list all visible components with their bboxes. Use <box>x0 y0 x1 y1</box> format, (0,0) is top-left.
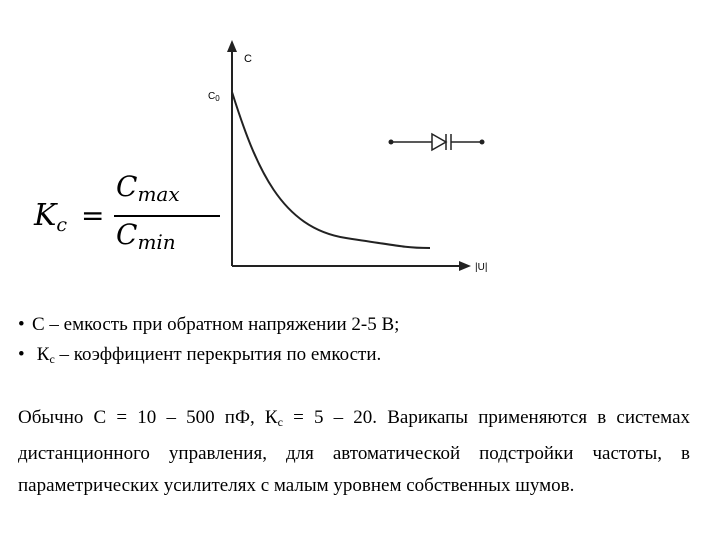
coverage-ratio-formula <box>34 168 194 264</box>
kc-letter: К <box>36 344 50 365</box>
capacitance-voltage-graph <box>196 38 506 278</box>
y-axis-label: C <box>244 53 252 65</box>
kc-definition: – коэффициент перекрытия по емкости. <box>54 344 382 365</box>
bullet-dot: • <box>18 314 25 335</box>
c0-subscript: 0 <box>215 94 220 103</box>
paragraph-part-1: Обычно С = 10 – 500 пФ, К <box>18 407 278 428</box>
list-item <box>18 310 698 340</box>
kc-subscript: c <box>49 352 55 366</box>
list-item <box>18 340 698 374</box>
capacitance-curve <box>232 92 430 248</box>
varicap-diode-icon <box>389 134 485 150</box>
bullet-text <box>32 340 381 374</box>
denominator-subscript: min <box>137 230 176 254</box>
formula-denominator <box>116 218 176 254</box>
formula-numerator <box>116 170 180 206</box>
x-axis-label: |U| <box>475 262 488 273</box>
y-axis-arrow <box>227 40 237 52</box>
c0-letter: C <box>208 91 216 102</box>
bullet-text: C – емкость при обратном напряжении 2-5 В; <box>32 314 400 335</box>
paragraph-kc-subscript: с <box>277 415 283 429</box>
x-axis-arrow <box>459 261 471 271</box>
numerator-subscript: max <box>137 182 180 206</box>
formula-k: K <box>34 198 57 233</box>
c0-label <box>208 91 220 103</box>
description-paragraph <box>18 402 690 502</box>
definitions-list <box>18 310 698 374</box>
bullet-dot: • <box>18 344 25 365</box>
formula-equals: = <box>81 199 105 232</box>
numerator-c: C <box>116 170 138 203</box>
paragraph-part-2: = 5 – 20. Варикапы применяются в системах дистанционного управления, для автоматической подстройки частоты, в параметрических усилителях с малым уровнем собственных шумов. <box>18 407 690 496</box>
formula-k-subscript: c <box>56 214 68 236</box>
formula-lhs <box>34 198 68 236</box>
denominator-c: C <box>116 218 138 251</box>
